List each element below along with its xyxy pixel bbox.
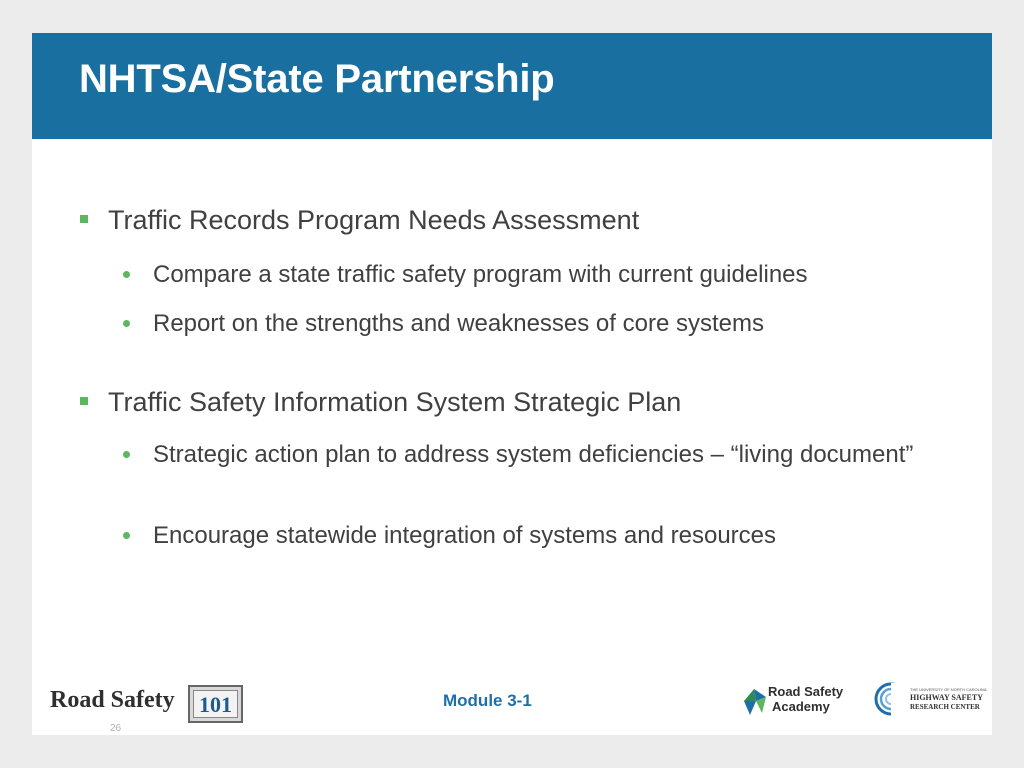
slide [32,33,992,735]
round-bullet-icon [123,320,130,327]
round-bullet-icon [123,451,130,458]
round-bullet-icon [123,532,130,539]
academy-line1: Road Safety [768,684,844,699]
page-number: 26 [110,723,122,734]
hsrc-line2: RESEARCH CENTER [910,703,980,711]
sub-bullet-text: Strategic action plan to address system deficiencies – “living document” [153,441,914,468]
module-label: Module 3-1 [443,691,532,710]
road-safety-logo-text: Road Safety [50,687,175,713]
academy-line2: Academy [772,699,830,714]
road-safety-101-logo [50,683,245,723]
sub-bullet-text: Compare a state traffic safety program with current guidelines [153,261,808,288]
hsrc-top-text: THE UNIVERSITY OF NORTH CAROLINA [910,687,987,692]
square-bullet-icon [80,215,88,223]
badge-number: 101 [193,690,238,718]
sub-bullet-text: Report on the strengths and weaknesses of core systems [153,310,764,337]
bullet-text: Traffic Records Program Needs Assessment [108,205,640,235]
road-safety-academy-logo [742,683,852,721]
road-safety-academy-text [768,684,843,714]
sub-bullet-text: Encourage statewide integration of systems and resources [153,522,777,549]
slide-footer [32,673,992,735]
round-bullet-icon [123,271,130,278]
road-safety-academy-icon [742,687,768,717]
bullet-text: Traffic Safety Information System Strategic Plan [108,387,682,417]
road-safety-101-badge [188,685,243,723]
hsrc-logo [874,679,987,723]
square-bullet-icon [80,397,88,405]
title-bar [32,33,992,139]
slide-title: NHTSA/State Partnership [79,57,555,101]
hsrc-swirl-icon [874,679,908,719]
hsrc-line1: HIGHWAY SAFETY [910,693,983,702]
